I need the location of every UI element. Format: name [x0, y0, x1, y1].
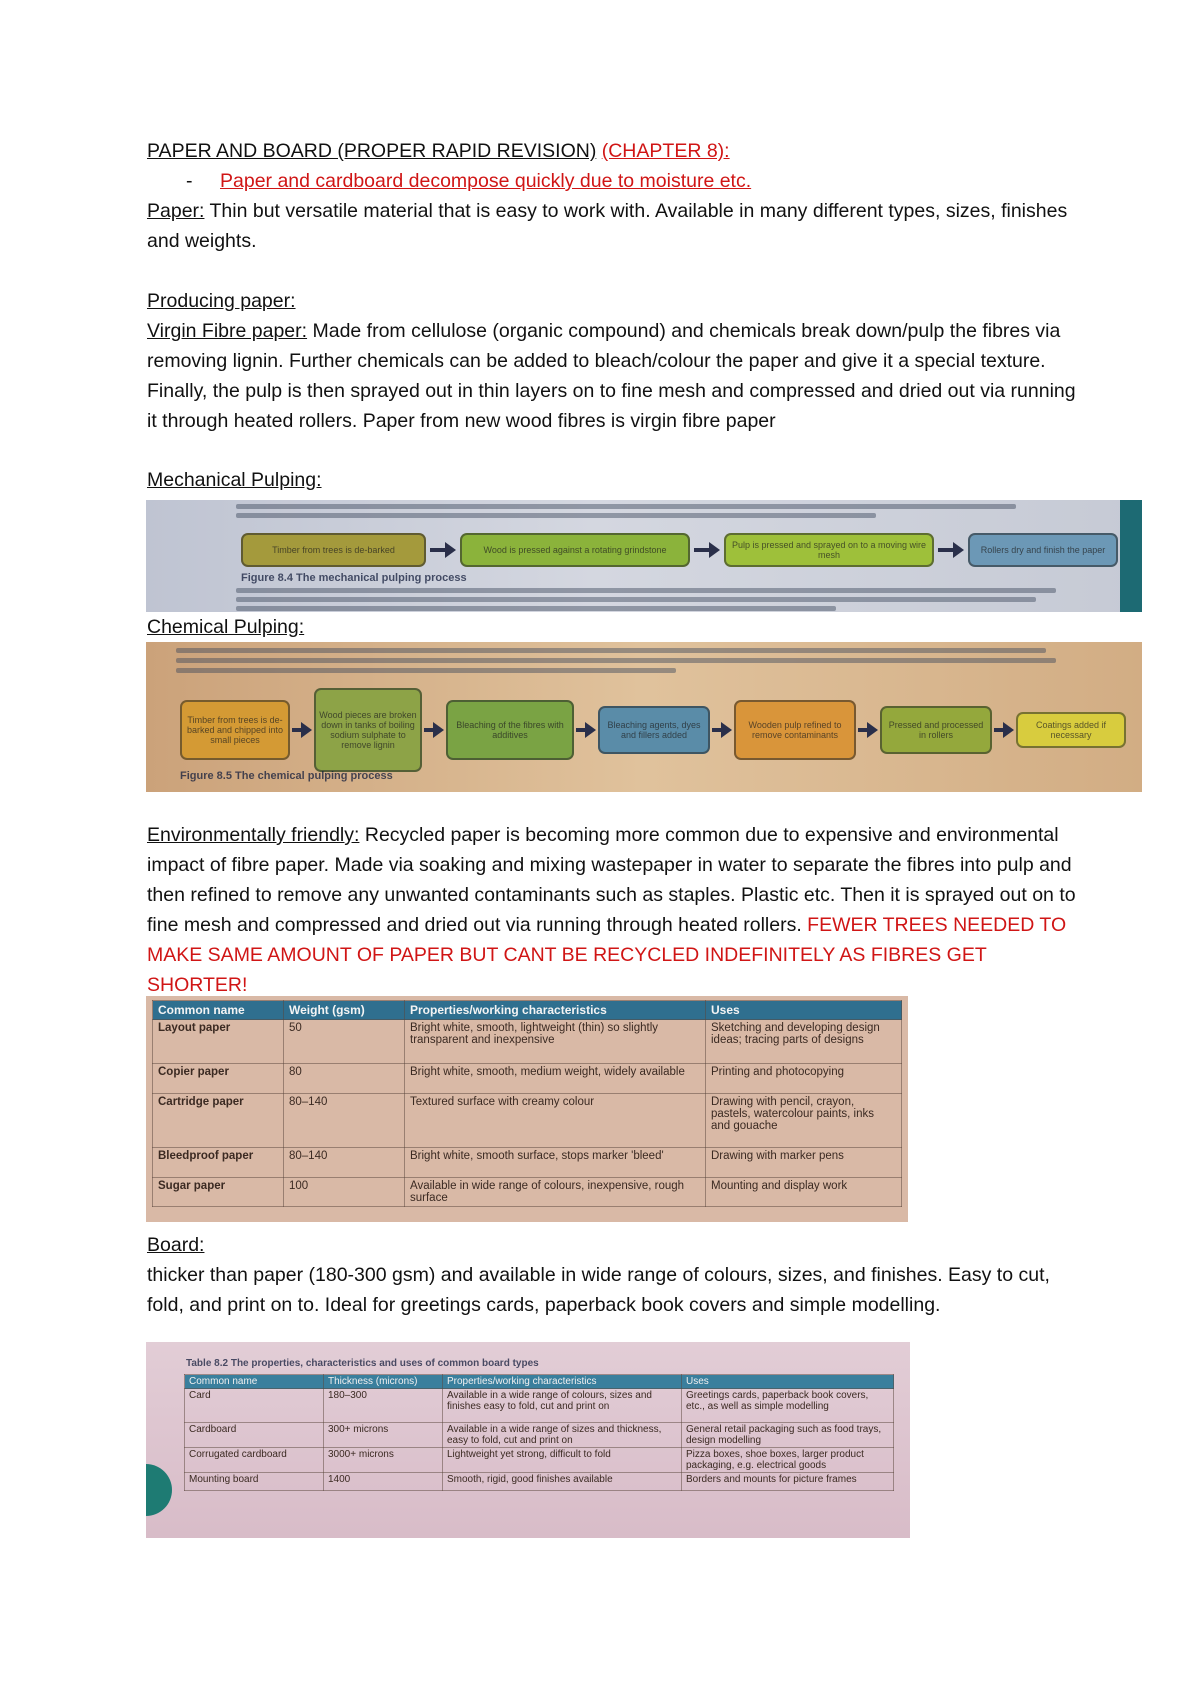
- paper-header-name: Common name: [153, 1001, 284, 1020]
- table-cell: Drawing with pencil, crayon, pastels, watercolour paints, inks and gouache: [706, 1094, 902, 1148]
- env-highlight: FEWER TREES NEEDED TO MAKE SAME AMOUNT OF PAPER BUT CANT BE RECYCLED INDEFINITELY AS FIBRES GET SHORTER!: [147, 914, 1067, 996]
- page-edge-strip: [1120, 500, 1142, 612]
- table-cell: Cartridge paper: [153, 1094, 284, 1148]
- chem-arrow-5: [858, 728, 868, 732]
- board-table-header-row: [185, 1375, 894, 1389]
- table-cell: Bright white, smooth, lightweight (thin) so slightly transparent and inexpensive: [405, 1020, 706, 1064]
- table-cell: Mounting and display work: [706, 1178, 902, 1207]
- table-cell: Card: [185, 1389, 324, 1423]
- paper-types-table-photo: [146, 996, 908, 1222]
- board-header-name: Common name: [185, 1375, 324, 1389]
- table-cell: 100: [284, 1178, 405, 1207]
- paper-label: Paper:: [147, 200, 205, 222]
- board-label: Board:: [147, 1234, 205, 1256]
- table-cell: Copier paper: [153, 1064, 284, 1094]
- mech-arrow-2: [694, 548, 710, 552]
- chem-arrow-6: [994, 728, 1004, 732]
- table-cell: Drawing with marker pens: [706, 1148, 902, 1178]
- board-types-table: [184, 1374, 894, 1491]
- title: PAPER AND BOARD (PROPER RAPID REVISION): [147, 140, 597, 162]
- mechanical-label: Mechanical Pulping:: [147, 469, 322, 491]
- bullet-text: Paper and cardboard decompose quickly due to moisture etc.: [220, 170, 752, 192]
- chem-step-4: Bleaching agents, dyes and fillers added: [598, 706, 710, 754]
- bullet-text-line: [220, 166, 1080, 196]
- chemical-pulping-photo: [146, 642, 1142, 792]
- chem-arrow-2: [424, 728, 434, 732]
- table-cell: Borders and mounts for picture frames: [682, 1473, 894, 1491]
- chapter-label: (CHAPTER 8):: [601, 140, 730, 162]
- table-cell: 1400: [324, 1473, 443, 1491]
- board-types-table-photo: [146, 1342, 910, 1538]
- virgin-text: Made from cellulose (organic compound) and chemicals break down/pulp the fibres via removing lignin. Further chemicals can be added to bleach/colour the paper and give it a special texture. Finally, the pulp is then sprayed out in thin layers on to fine mesh and compressed and dried out via running it through heated rollers. Paper from new wood fibres is virgin fibre paper: [147, 320, 1076, 432]
- table-cell: 80–140: [284, 1148, 405, 1178]
- virgin-fibre-paragraph: [147, 316, 1077, 436]
- table-cell: Mounting board: [185, 1473, 324, 1491]
- mech-arrow-3: [938, 548, 954, 552]
- table-cell: 80–140: [284, 1094, 405, 1148]
- table-row: [153, 1148, 902, 1178]
- title-line: [147, 136, 1077, 166]
- table-cell: Available in a wide range of sizes and thickness, easy to fold, cut and print on: [443, 1423, 682, 1448]
- board-paragraph: [147, 1260, 1077, 1320]
- mechanical-heading: [147, 465, 1077, 495]
- table-cell: 3000+ microns: [324, 1448, 443, 1473]
- paper-definition: [147, 196, 1077, 256]
- env-text: Recycled paper is becoming more common due to expensive and environmental impact of fibre paper. Made via soaking and mixing wastepaper in water to separate the fibres into pulp and then refined to remove any unwanted contaminants such as staples. Plastic etc. Then it is sprayed out on to fine mesh and compressed and dried out via running through heated rollers.: [147, 824, 1076, 936]
- paper-header-uses: Uses: [706, 1001, 902, 1020]
- table-cell: Available in wide range of colours, inexpensive, rough surface: [405, 1178, 706, 1207]
- table-row: [153, 1020, 902, 1064]
- table-row: [153, 1178, 902, 1207]
- table-cell: 300+ microns: [324, 1423, 443, 1448]
- table-cell: Bright white, smooth surface, stops marker 'bleed': [405, 1148, 706, 1178]
- table-cell: Pizza boxes, shoe boxes, larger product packaging, e.g. electrical goods: [682, 1448, 894, 1473]
- table-row: [153, 1064, 902, 1094]
- table-cell: 80: [284, 1064, 405, 1094]
- paper-header-properties: Properties/working characteristics: [405, 1001, 706, 1020]
- table-cell: Sketching and developing design ideas; tracing parts of designs: [706, 1020, 902, 1064]
- table-cell: Bleedproof paper: [153, 1148, 284, 1178]
- mech-step-1: Timber from trees is de-barked: [241, 533, 426, 567]
- chem-arrow-4: [712, 728, 722, 732]
- chemical-caption: Figure 8.5 The chemical pulping process: [180, 770, 393, 782]
- producing-heading: [147, 286, 1077, 316]
- table-cell: Layout paper: [153, 1020, 284, 1064]
- mechanical-caption: Figure 8.4 The mechanical pulping process: [241, 572, 467, 584]
- table-cell: Cardboard: [185, 1423, 324, 1448]
- table-cell: Bright white, smooth, medium weight, widely available: [405, 1064, 706, 1094]
- table-cell: Smooth, rigid, good finishes available: [443, 1473, 682, 1491]
- mech-step-4: Rollers dry and finish the paper: [968, 533, 1118, 567]
- board-table-caption: Table 8.2 The properties, characteristics and uses of common board types: [186, 1358, 539, 1369]
- board-heading: [147, 1230, 1077, 1260]
- table-cell: Sugar paper: [153, 1178, 284, 1207]
- env-label: Environmentally friendly:: [147, 824, 360, 846]
- paper-table-header-row: [153, 1001, 902, 1020]
- table-cell: Corrugated cardboard: [185, 1448, 324, 1473]
- table-row: [185, 1389, 894, 1423]
- virgin-label: Virgin Fibre paper:: [147, 320, 308, 342]
- table-cell: Lightweight yet strong, difficult to fold: [443, 1448, 682, 1473]
- table-cell: Printing and photocopying: [706, 1064, 902, 1094]
- chem-arrow-3: [576, 728, 586, 732]
- page-tab-marker: [146, 1464, 172, 1516]
- producing-label: Producing paper:: [147, 290, 296, 312]
- chem-step-3: Bleaching of the fibres with additives: [446, 700, 574, 760]
- bullet-marker: -: [186, 170, 193, 192]
- environment-paragraph: [147, 820, 1077, 1000]
- table-cell: 180–300: [324, 1389, 443, 1423]
- mechanical-pulping-photo: [146, 500, 1142, 612]
- chem-step-6: Pressed and processed in rollers: [880, 706, 992, 754]
- table-cell: 50: [284, 1020, 405, 1064]
- board-header-uses: Uses: [682, 1375, 894, 1389]
- table-cell: Available in a wide range of colours, sizes and finishes easy to fold, cut and print on: [443, 1389, 682, 1423]
- table-row: [185, 1473, 894, 1491]
- paper-types-table: [152, 1000, 902, 1207]
- chem-step-7: Coatings added if necessary: [1016, 712, 1126, 748]
- chemical-label: Chemical Pulping:: [147, 616, 305, 638]
- chem-arrow-1: [292, 728, 302, 732]
- table-cell: Textured surface with creamy colour: [405, 1094, 706, 1148]
- board-text: thicker than paper (180-300 gsm) and available in wide range of colours, sizes, and finishes. Easy to cut, fold, and print on to. Ideal for greetings cards, paperback book covers and simple modelling.: [147, 1264, 1050, 1316]
- chem-step-1: Timber from trees is de-barked and chipped into small pieces: [180, 700, 290, 760]
- mech-step-2: Wood is pressed against a rotating grindstone: [460, 533, 690, 567]
- chem-step-5: Wooden pulp refined to remove contaminants: [734, 700, 856, 760]
- board-header-thickness: Thickness (microns): [324, 1375, 443, 1389]
- table-row: [153, 1094, 902, 1148]
- chemical-heading: [147, 612, 1077, 642]
- paper-header-weight: Weight (gsm): [284, 1001, 405, 1020]
- table-cell: General retail packaging such as food trays, design modelling: [682, 1423, 894, 1448]
- mech-step-3: Pulp is pressed and sprayed on to a moving wire mesh: [724, 533, 934, 567]
- chem-step-2: Wood pieces are broken down in tanks of boiling sodium sulphate to remove lignin: [314, 688, 422, 772]
- table-row: [185, 1448, 894, 1473]
- table-row: [185, 1423, 894, 1448]
- table-cell: Greetings cards, paperback book covers, etc., as well as simple modelling: [682, 1389, 894, 1423]
- board-header-properties: Properties/working characteristics: [443, 1375, 682, 1389]
- mech-arrow-1: [430, 548, 446, 552]
- paper-text: Thin but versatile material that is easy to work with. Available in many different types, sizes, finishes and weights.: [147, 200, 1068, 252]
